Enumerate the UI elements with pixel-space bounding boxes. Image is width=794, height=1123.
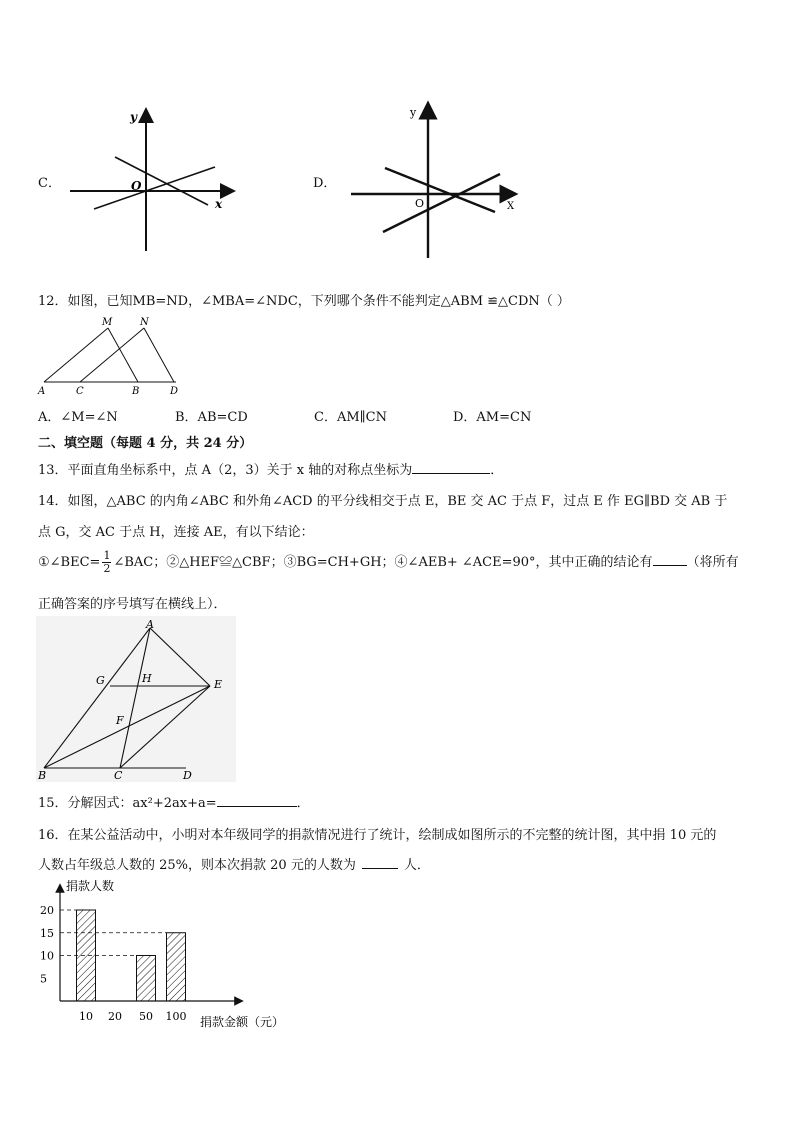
question-16-line-1: 16．在某公益活动中，小明对本年级同学的捐款情况进行了统计，绘制成如图所示的不完整的统计图，其中捐 10 元的 — [38, 828, 717, 843]
x-tick-label: 50 — [139, 1010, 153, 1023]
question-14-line-3 — [38, 550, 739, 575]
q14-line3-end: （将所有 — [686, 555, 739, 570]
question-15-text: 15．分解因式：ax²+2ax+a= — [38, 796, 217, 811]
frac-num: 1 — [103, 549, 111, 562]
answer-blank[interactable] — [217, 794, 297, 807]
label-f: F — [116, 714, 124, 727]
q14-line3-post: ∠BAC；②△HEF≌△CBF；③BG=CH+GH；④∠AEB+ ∠ACE=90°，其中正确的结论有 — [113, 555, 653, 570]
y-axis-label: y — [410, 106, 417, 119]
label-e: E — [214, 678, 223, 691]
question-13 — [38, 459, 503, 478]
line-1 — [385, 168, 495, 212]
option-c-label: C． — [38, 176, 61, 191]
label-a: A — [38, 386, 46, 397]
question-13-text: 13．平面直角坐标系中，点 A（2，3）关于 x 轴的对称点坐标为 — [38, 463, 413, 478]
label-c: C — [76, 386, 84, 397]
question-12-text: 12．如图，已知MB=ND，∠MBA=∠NDC，下列哪个条件不能判定△ABM ≌△CDN（ ） — [38, 294, 570, 309]
label-m: M — [102, 317, 113, 328]
label-h: H — [142, 672, 152, 685]
answer-blank[interactable] — [412, 461, 490, 474]
label-c: C — [114, 769, 123, 782]
question-16-line-2 — [38, 854, 430, 873]
answer-blank[interactable] — [653, 553, 687, 566]
graph-d — [345, 100, 525, 262]
section-2-title: 二、填空题（每题 4 分，共 24 分） — [38, 436, 253, 451]
label-d: D — [183, 769, 192, 782]
label-g: G — [96, 674, 105, 687]
q13-end: ． — [490, 463, 504, 478]
q14-figure — [36, 616, 236, 782]
frac-den: 2 — [103, 562, 111, 575]
label-d: D — [170, 386, 179, 397]
q12-figure — [36, 314, 186, 398]
label-b: B — [132, 386, 140, 397]
fraction-one-half — [102, 550, 111, 575]
y-tick-label: 15 — [40, 926, 54, 940]
x-tick-label: 100 — [165, 1010, 187, 1023]
q12-option-b: B．AB=CD — [175, 410, 248, 425]
origin-label: O — [131, 179, 142, 193]
q14-line3-pre: ①∠BEC= — [38, 555, 101, 570]
bar-50 — [137, 956, 156, 1002]
option-d-label: D． — [313, 176, 337, 191]
label-n: N — [140, 317, 149, 328]
bar-10 — [77, 910, 96, 1001]
line-2 — [383, 174, 500, 232]
q12-option-c: C．AM∥CN — [314, 410, 387, 425]
x-axis-label: x — [215, 197, 223, 211]
bar-100 — [167, 933, 186, 1001]
question-15 — [38, 792, 310, 811]
origin-label: O — [415, 197, 425, 210]
x-tick-label: 10 — [79, 1010, 93, 1023]
x-tick-label: 20 — [108, 1010, 122, 1023]
y-tick-label: 20 — [40, 904, 54, 917]
q12-option-d: D．AM=CN — [453, 410, 532, 425]
q15-end: ． — [296, 796, 310, 811]
label-b: B — [38, 769, 47, 782]
question-14-line-1: 14．如图，△ABC 的内角∠ABC 和外角∠ACD 的平分线相交于点 E，BE 交 AC 于点 F，过点 E 作 EG∥BD 交 AB 于 — [38, 494, 728, 509]
question-14-line-2: 点 G，交 AC 于点 H，连接 AE，有以下结论： — [38, 525, 314, 540]
y-axis-label: y — [130, 110, 137, 124]
graph-c — [60, 105, 240, 255]
q16-line2-pre: 人数占年级总人数的 25%，则本次捐款 20 元的人数为 — [38, 858, 356, 873]
x-axis-title: 捐款金额（元） — [200, 1015, 285, 1028]
line-2 — [94, 167, 215, 209]
y-axis-title: 捐款人数 — [66, 879, 115, 893]
y-tick-label: 5 — [40, 972, 47, 986]
line-1 — [115, 157, 208, 205]
y-tick-label: 10 — [40, 949, 54, 963]
q12-option-a: A．∠M=∠N — [38, 410, 118, 425]
donation-bar-chart — [34, 874, 304, 1028]
question-14-line-4: 正确答案的序号填写在横线上）． — [38, 597, 227, 612]
q16-line2-end: 人． — [403, 858, 430, 873]
x-axis-label: X — [507, 201, 515, 212]
label-a: A — [146, 618, 154, 631]
answer-blank[interactable] — [362, 856, 398, 869]
